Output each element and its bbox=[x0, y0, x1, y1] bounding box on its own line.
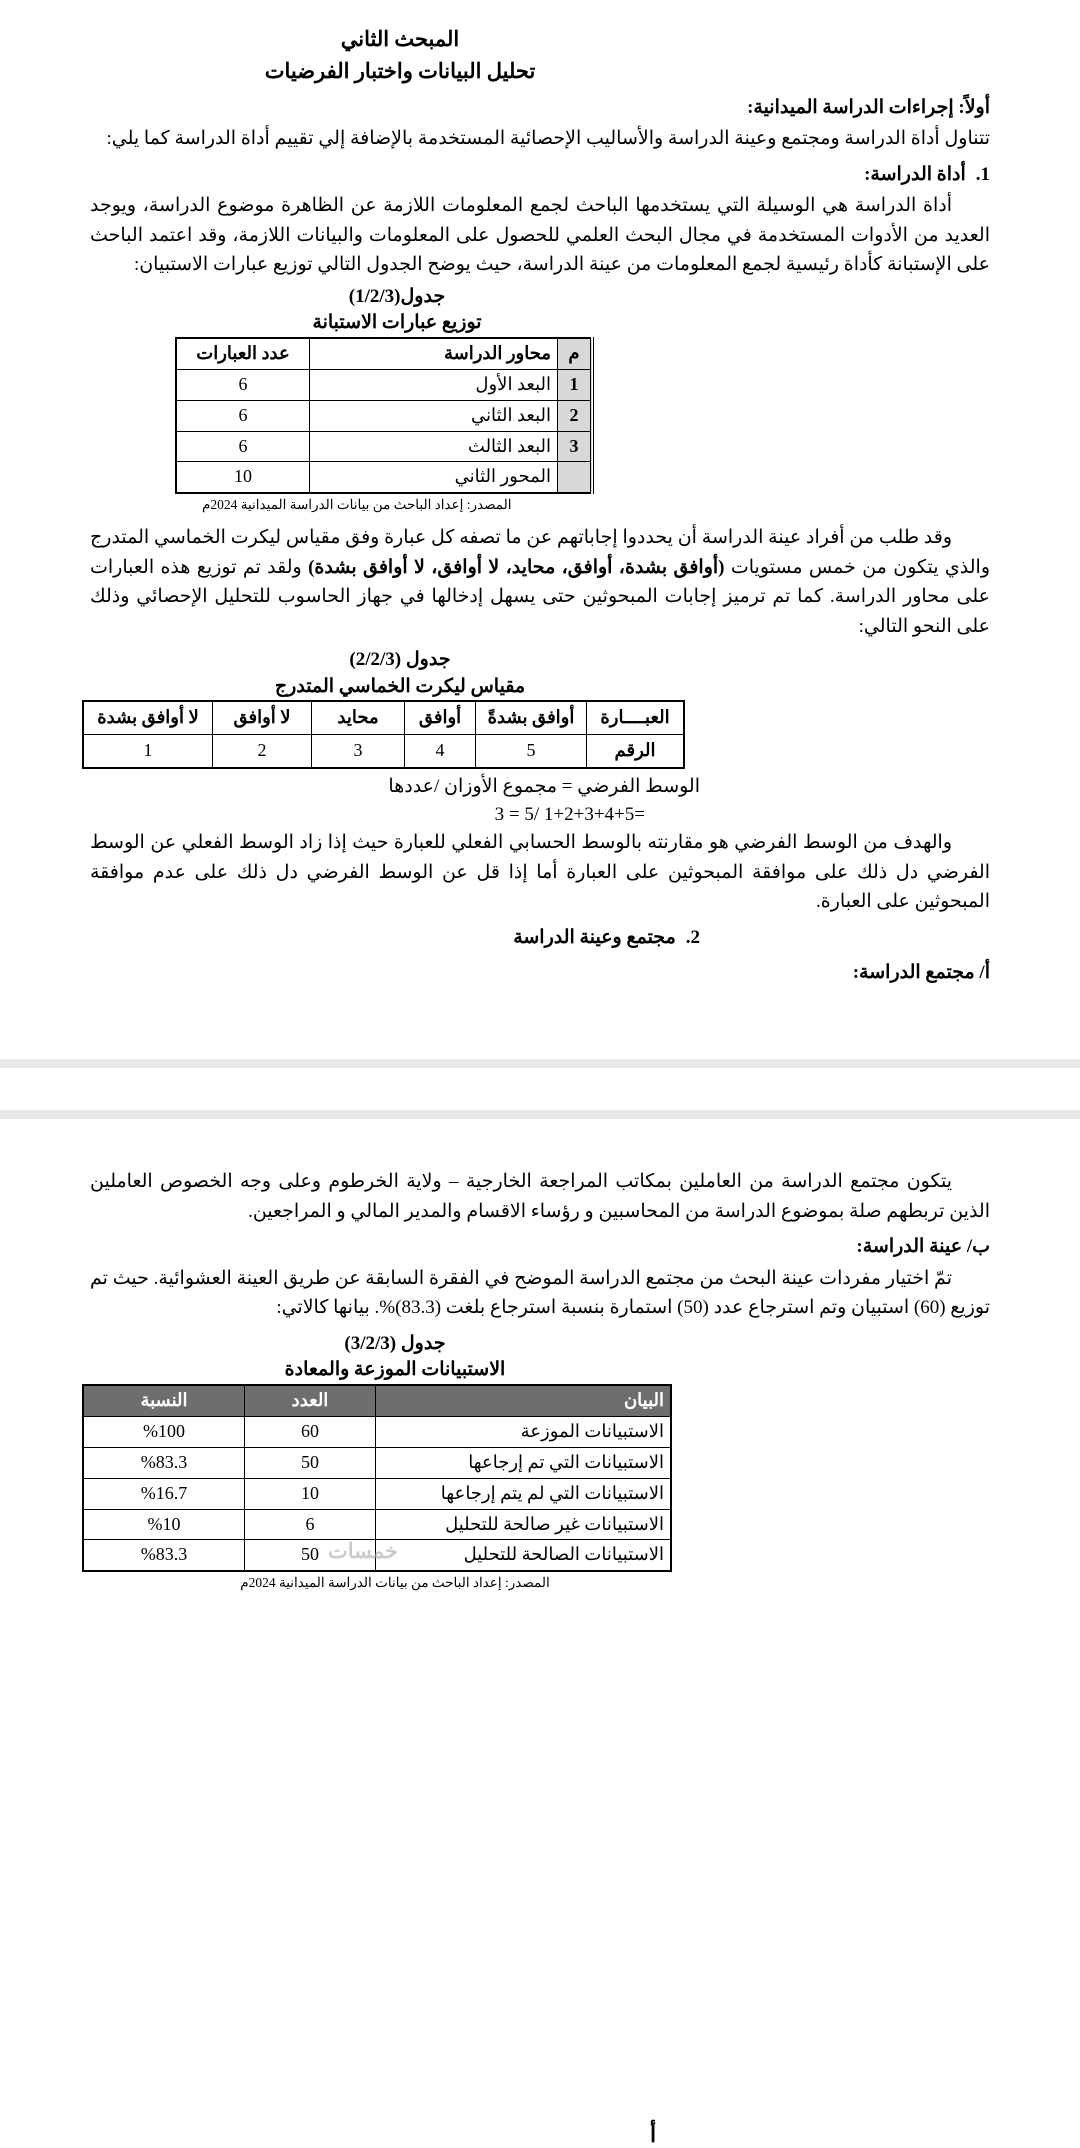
page-break-band-bottom bbox=[0, 1110, 1080, 1119]
cell-value: 2 bbox=[213, 735, 312, 769]
cell-count: 6 bbox=[176, 369, 310, 400]
cut-off-text-fragment: أ bbox=[650, 2122, 657, 2147]
likert-scale-table bbox=[82, 700, 685, 769]
cell-num bbox=[558, 462, 593, 493]
cell-label: الاستبيانات التي لم يتم إرجاعها bbox=[376, 1478, 672, 1509]
cell-count: 6 bbox=[176, 400, 310, 431]
cell-num: 3 bbox=[558, 431, 593, 462]
tool-heading-label: أداة الدراسة: bbox=[864, 163, 966, 185]
header-cell-agree: أوافق bbox=[405, 701, 476, 735]
table1-block bbox=[196, 284, 594, 516]
table-header-row bbox=[176, 338, 592, 370]
cell-row-label: الرقم bbox=[587, 735, 685, 769]
likert-paragraph bbox=[90, 523, 990, 641]
header-cell-disagree: لا أوافق bbox=[213, 701, 312, 735]
cell-axis: المحور الثاني bbox=[310, 462, 558, 493]
cell-count: 6 bbox=[176, 431, 310, 462]
table-row bbox=[176, 369, 592, 400]
cell-percentage: %10 bbox=[83, 1509, 245, 1540]
population-paragraph: يتكون مجتمع الدراسة من العاملين بمكاتب المراجعة الخارجية – ولاية الخرطوم وعلى وجه الخصوص العاملين الذين تربطهم صلة بموضوع الدراسة من المحاسبين و رؤساء الاقسام والمدير المالي و المراجعين. bbox=[90, 1171, 990, 1222]
tool-heading-number: 1. bbox=[975, 163, 990, 185]
section2-heading-label: مجتمع وعينة الدراسة bbox=[513, 926, 676, 948]
table3-block bbox=[118, 1331, 672, 1594]
sample-paragraph: تمّ اختيار مفردات عينة البحث من مجتمع الدراسة الموضح في الفقرة السابقة عن طريق العينة العشوائية. حيث تم توزيع (60) استبيان وتم استرجاع عدد (50) استمارة بنسبة استرجاع بلغت (83.3)%. بيانها كالاتي: bbox=[90, 1267, 990, 1319]
table-row bbox=[83, 1478, 671, 1509]
section1-intro-paragraph: تتناول أداة الدراسة ومجتمع وعينة الدراسة والأساليب الإحصائية المستخدمة بالإضافة إلي تقييم أداة الدراسة كما يلي: bbox=[106, 128, 990, 150]
page-break-band-top bbox=[0, 1059, 1080, 1068]
header-cell-neutral: محايد bbox=[312, 701, 405, 735]
header-cell-percentage: النسبة bbox=[83, 1385, 245, 1417]
table-row bbox=[83, 1509, 671, 1540]
header-cell-axis: محاور الدراسة bbox=[310, 338, 558, 370]
header-cell-count: العدد bbox=[245, 1385, 376, 1417]
page-title: المبحث الثاني bbox=[340, 27, 460, 51]
table2-caption: جدول (2/2/3) bbox=[349, 649, 451, 671]
header-cell-statement: العبــــارة bbox=[587, 701, 685, 735]
header-cell-num: م bbox=[558, 338, 593, 370]
population-heading: أ/ مجتمع الدراسة: bbox=[852, 962, 990, 984]
header-cell-strongly-agree: أوافق بشدةً bbox=[476, 701, 587, 735]
cell-axis: البعد الثالث bbox=[310, 431, 558, 462]
cell-count: 10 bbox=[245, 1478, 376, 1509]
cell-label: الاستبيانات التي تم إرجاعها bbox=[376, 1447, 672, 1478]
table3-caption: جدول (3/2/3) bbox=[344, 1332, 446, 1354]
cell-value: 5 bbox=[476, 735, 587, 769]
section2-heading-number: 2. bbox=[685, 926, 700, 948]
table-row bbox=[176, 462, 592, 493]
table3-subcaption: الاستبيانات الموزعة والمعادة bbox=[284, 1359, 506, 1381]
tool-paragraph: أداة الدراسة هي الوسيلة التي يستخدمها الباحث لجمع المعلومات اللازمة عن الظاهرة موضوع الدراسة، ويوجد العديد من الأدوات المستخدمة في مجال البحث العلمي للحصول على المعلومات والبيانات اللازمة، وقد اعتمد الباحث على الإستبانة كأداة رئيسية لجمع المعلومات من عينة الدراسة، حيث يوضح الجدول التالي توزيع عبارات الاستبيان: bbox=[90, 195, 990, 276]
calculation-expression: 3 = 5/ 1+2+3+4+5= bbox=[494, 803, 645, 825]
page1-bottom-whitespace bbox=[90, 989, 990, 1059]
page-subtitle: تحليل البيانات واختبار الفرضيات bbox=[264, 58, 536, 83]
header-cell-strongly-disagree: لا أوافق بشدة bbox=[83, 701, 213, 735]
section1-heading: أولاً: إجراءات الدراسة الميدانية: bbox=[747, 97, 990, 118]
page-break-gap bbox=[90, 1068, 990, 1110]
header-cell-statement: البيان bbox=[376, 1385, 672, 1417]
cell-percentage: %100 bbox=[83, 1416, 245, 1447]
likert-paragraph-pre: وقد طلب من أفراد عينة الدراسة أن يحددوا إجاباتهم عن ما تصفه كل عبارة وفق مقياس ليكرت الخماسي المتدرج والذي يتكون من خمس مستويات bbox=[90, 527, 990, 578]
tool-heading bbox=[90, 160, 990, 189]
cell-axis: البعد الثاني bbox=[310, 400, 558, 431]
table-row bbox=[83, 735, 684, 769]
site-watermark: خمسات bbox=[328, 1538, 399, 1563]
cell-percentage: %83.3 bbox=[83, 1540, 245, 1571]
header-cell-count: عدد العبارات bbox=[176, 338, 310, 370]
likert-scale-levels: (أوافق بشدة، أوافق، محايد، لا أوافق، لا أوافق بشدة) bbox=[308, 556, 725, 578]
cell-percentage: %83.3 bbox=[83, 1447, 245, 1478]
table1-caption: جدول(1/2/3) bbox=[348, 285, 446, 307]
table-row bbox=[83, 1447, 671, 1478]
table3-source-note: المصدر: إعداد الباحث من بيانات الدراسة الميدانية 2024م bbox=[240, 1575, 550, 1591]
cell-count: 60 bbox=[245, 1416, 376, 1447]
section2-heading bbox=[90, 923, 700, 952]
cell-count: 50 bbox=[245, 1540, 376, 1571]
table-header-row bbox=[83, 1385, 671, 1417]
cell-num: 2 bbox=[558, 400, 593, 431]
table1-source-note: المصدر: إعداد الباحث من بيانات الدراسة الميدانية 2024م bbox=[202, 497, 512, 513]
questionnaire-distribution-table bbox=[175, 337, 594, 495]
likert-paragraph-post: ولقد تم توزيع هذه العبارات على محاور الدراسة. كما تم ترميز إجابات المبحوثين حتى يسهل إدخالها في جهاز الحاسوب للتحليل الإحصائي وذلك على النحو التالي: bbox=[90, 556, 990, 637]
cell-percentage: %16.7 bbox=[83, 1478, 245, 1509]
table1-subcaption: توزيع عبارات الاستبانة bbox=[312, 312, 482, 334]
table2-block bbox=[97, 647, 685, 769]
cell-num: 1 bbox=[558, 369, 593, 400]
cell-count: 50 bbox=[245, 1447, 376, 1478]
cell-label: الاستبيانات غير صالحة للتحليل bbox=[376, 1509, 672, 1540]
table-row bbox=[83, 1416, 671, 1447]
hypothetical-mean-calculation bbox=[90, 801, 645, 829]
questionnaires-returned-table bbox=[82, 1384, 672, 1572]
cell-count: 10 bbox=[176, 462, 310, 493]
hypothetical-mean-formula: الوسط الفرضي = مجموع الأوزان /عددها bbox=[388, 776, 700, 798]
cell-count: 6 bbox=[245, 1509, 376, 1540]
title-block bbox=[90, 24, 710, 87]
table-header-row bbox=[83, 701, 684, 735]
mean-explanation-paragraph: والهدف من الوسط الفرضي هو مقارنته بالوسط الحسابي الفعلي للعبارة حيث إذا زاد الوسط الفعلي عن الوسط الفرضي دل ذلك على موافقة المبحوثين على العبارة أما إذا قل عن الوسط الفرضي دل ذلك على عدم موافقة المبحوثين على العبارة. bbox=[90, 832, 990, 913]
page2-top-whitespace bbox=[90, 1119, 990, 1167]
cell-label: الاستبيانات الصالحة للتحليل bbox=[376, 1540, 672, 1571]
cell-value: 3 bbox=[312, 735, 405, 769]
cell-value: 1 bbox=[83, 735, 213, 769]
table-row bbox=[176, 431, 592, 462]
cell-label: الاستبيانات الموزعة bbox=[376, 1416, 672, 1447]
table-row bbox=[176, 400, 592, 431]
table-row bbox=[83, 1540, 671, 1571]
cell-value: 4 bbox=[405, 735, 476, 769]
table2-subcaption: مقياس ليكرت الخماسي المتدرج bbox=[274, 675, 526, 697]
cell-axis: البعد الأول bbox=[310, 369, 558, 400]
sample-heading: ب/ عينة الدراسة: bbox=[856, 1236, 990, 1258]
